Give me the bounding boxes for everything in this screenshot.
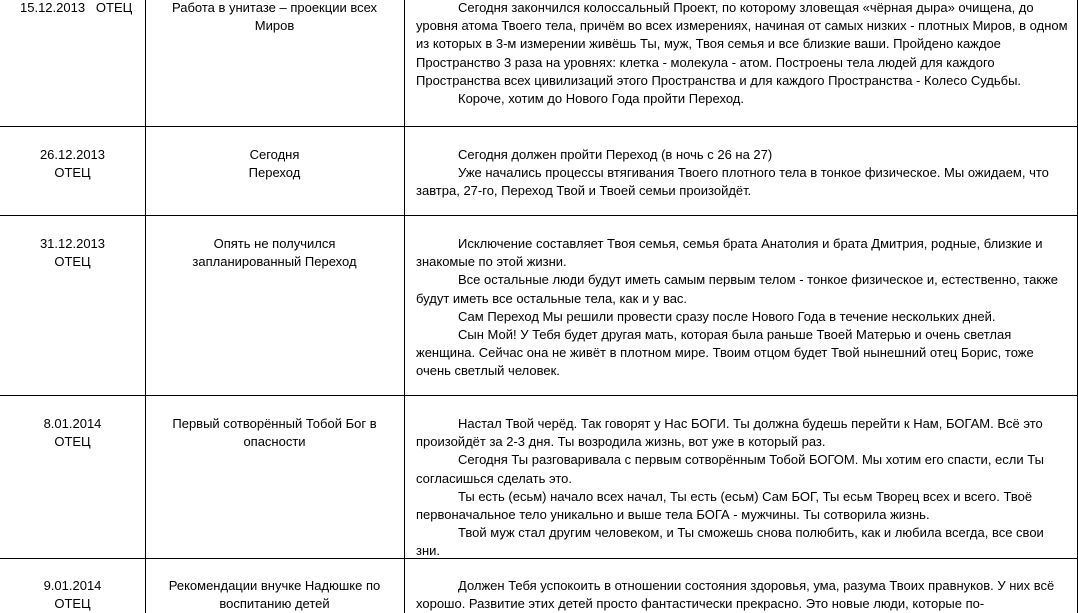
entry-author: ОТЕЦ [54, 165, 91, 181]
entry-paragraph: Твой муж стал другим человеком, и Ты сможешь снова полюбить, как и любила всегда, все свои зни. [416, 525, 1044, 559]
entry-date: 15.12.2013 [20, 0, 86, 15]
entry-author: ОТЕЦ [54, 434, 91, 450]
entry-author: ОТЕЦ [54, 254, 91, 270]
entry-paragraph: Настал Твой черёд. Так говорят у Нас БОГИ. Ты должна будешь перейти к Нам, БОГАМ. Всё это произойдёт за 2-3 дня. Ты возродила жизнь, вот уже в который раз. [416, 416, 1043, 450]
row-date-cell [20, 0, 145, 17]
entry-title-line: воспитанию детей [219, 596, 330, 612]
row-date-cell [0, 235, 145, 271]
entry-paragraph: Сегодня должен пройти Переход (в ночь с 26 на 27) [458, 147, 773, 162]
entry-paragraph: Ты есть (есьм) начало всех начал, Ты есть (есьм) Сам БОГ, Ты есьм Творец всех и всего. Твоё первоначальное тело уникально и выше тела БОГА - мужчины. Ты сотворила жизнь. [416, 488, 1033, 523]
entry-title-line: опасности [243, 434, 306, 450]
entry-author: ОТЕЦ [54, 596, 91, 612]
row-date-cell [0, 577, 145, 613]
entry-title-line: Переход [248, 165, 301, 181]
entry-paragraph: Все остальные люди будут иметь самым первым телом - тонкое физическое и, естественно, также будут иметь все остальные тела, как и у вас. [416, 272, 1059, 306]
entry-paragraph: Должен Тебя успокоить в отношении состояния здоровья, ума, разума Твоих правнуков. У них всё хорошо. Развитие этих детей просто фантастически прекрасно. Это новые люди, которые по- [416, 578, 1055, 612]
entry-title-line: Работа в унитазе – проекции всех [171, 0, 378, 15]
row-divider [0, 395, 1078, 396]
entry-paragraph: Сегодня Ты разговаривала с первым сотворённым Тобой БОГОМ. Мы хотим его спасти, если Ты согласишься сделать это. [416, 452, 1044, 486]
entry-title-line: Рекомендации внучке Надюшке по [168, 578, 381, 593]
row-title-cell [145, 235, 404, 271]
row-title-cell [145, 415, 404, 451]
entry-author: ОТЕЦ [95, 0, 133, 15]
entry-title-line: Опять не получился [213, 236, 336, 251]
row-divider [0, 126, 1078, 127]
row-text-cell [416, 577, 1068, 613]
entry-title-line: Сегодня [249, 147, 300, 162]
entry-title-line: Миров [254, 18, 295, 34]
entry-paragraph: Сын Мой! У Тебя будет другая мать, которая была раньше Твоей Матерью и очень светлая женщина. Сейчас она не живёт в плотном мире. Твоим отцом будет Твой нынешний отец Борис, тоже очень светлый человек. [416, 327, 1034, 379]
row-date-cell [0, 146, 145, 182]
row-text-cell [416, 235, 1068, 381]
entry-date: 8.01.2014 [43, 416, 102, 431]
row-text-cell [416, 415, 1068, 561]
entry-paragraph: Короче, хотим до Нового Года пройти Переход. [458, 91, 744, 107]
row-text-cell [416, 146, 1068, 201]
row-title-cell [145, 146, 404, 182]
column-divider [404, 0, 405, 613]
row-divider [0, 215, 1078, 216]
entry-date: 9.01.2014 [43, 578, 102, 593]
entry-paragraph: Сегодня закончился колоссальный Проект, по которому зловещая «чёрная дыра» очищена, до уровня атома Твоего тела, причём во всех измерениях, начиная от самых низких - плотных Миров, в одном из которых в 3-м измерении живёшь Ты, муж, Твоя семья и все близкие ваши. Пройдено каждое Пространство 3 раза на уровнях: клетка - молекула - атом. Построены тела людей для каждого Пространства всех цивилизаций этого Пространства и для каждого Пространства - Колесо Судьбы. [416, 0, 1068, 88]
entry-title-line: запланированный Переход [192, 254, 357, 270]
column-divider [145, 0, 146, 613]
row-title-cell [145, 577, 404, 613]
row-text-cell [416, 0, 1068, 108]
entry-date: 31.12.2013 [39, 236, 106, 251]
entry-paragraph: Сам Переход Мы решили провести сразу после Нового Года в течение нескольких дней. [458, 308, 996, 324]
entry-date: 26.12.2013 [39, 147, 106, 162]
entry-paragraph: Уже начались процессы втягивания Твоего плотного тела в тонкое физическое. Мы ожидаем, что завтра, 27-го, Переход Твой и Твоей семьи произойдёт. [416, 165, 1049, 199]
entry-title-line: Первый сотворённый Тобой Бог в [172, 416, 377, 431]
row-title-cell [145, 0, 404, 35]
row-date-cell [0, 415, 145, 451]
entry-paragraph: Исключение составляет Твоя семья, семья брата Анатолия и брата Дмитрия, родные, близкие и знакомые по этой жизни. [416, 236, 1043, 270]
